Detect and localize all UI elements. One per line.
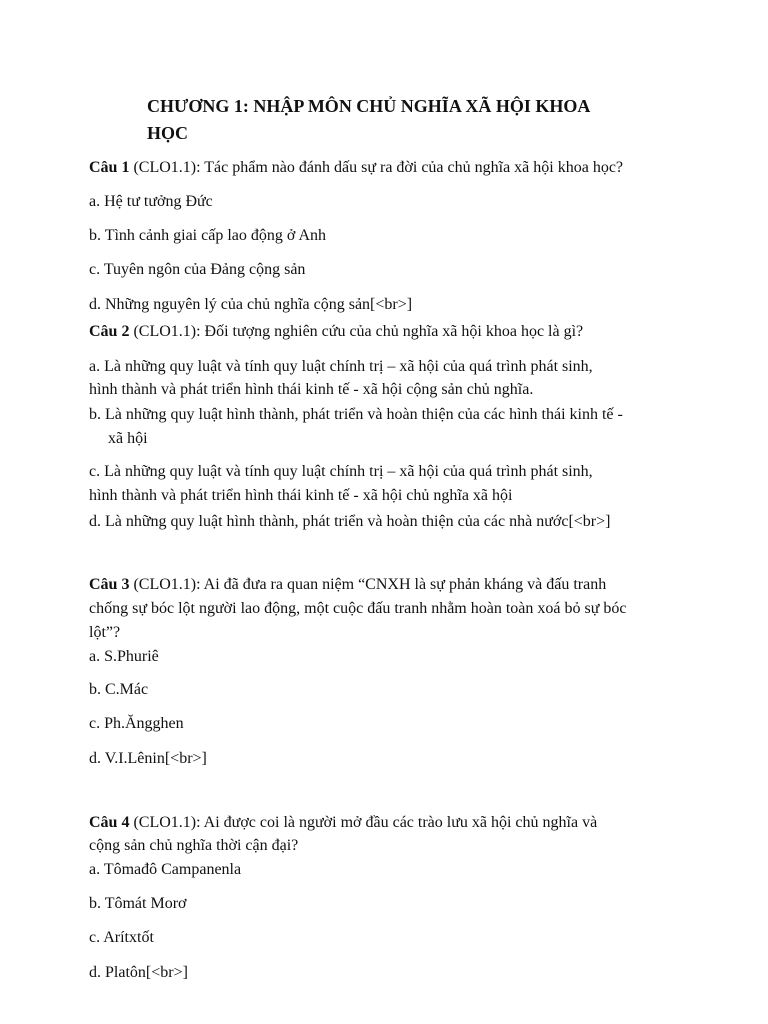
question-1-option-b: b. Tình cảnh giai cấp lao động ở Anh	[89, 227, 327, 244]
chapter-title-line-1: CHƯƠNG 1: NHẬP MÔN CHỦ NGHĨA XÃ HỘI KHOA	[147, 96, 591, 116]
question-2-option-a-line-1: a. Là những quy luật và tính quy luật chính trị – xã hội của quá trình phát sinh,	[89, 358, 593, 375]
question-2-option-b-line-1: b. Là những quy luật hình thành, phát triển và hoàn thiện của các hình thái kinh tế -	[89, 406, 623, 423]
question-3-label: Câu 3	[89, 576, 130, 593]
question-4-stem-line-2: cộng sản chủ nghĩa thời cận đại?	[89, 837, 299, 854]
question-2-option-b-line-2: xã hội	[108, 430, 148, 447]
question-4-label: Câu 4	[89, 814, 130, 831]
question-2-stem	[89, 322, 583, 342]
question-2-label: Câu 2	[89, 323, 130, 340]
question-1-label: Câu 1	[89, 159, 130, 176]
question-4-option-d: d. Platôn[<br>]	[89, 964, 188, 981]
question-3-stem-line-3: lột”?	[89, 624, 121, 641]
question-4-option-b: b. Tômát Morơ	[89, 895, 187, 912]
question-1-option-d: d. Những nguyên lý của chủ nghĩa cộng sản[<br>]	[89, 296, 413, 313]
question-3-stem-line-2: chống sự bóc lột người lao động, một cuộc đấu tranh nhằm hoàn toàn xoá bỏ sự bóc	[89, 600, 627, 617]
question-1-stem	[89, 158, 623, 178]
question-2-option-d: d. Là những quy luật hình thành, phát triển và hoàn thiện của các nhà nước[<br>]	[89, 513, 611, 530]
question-1-text: (CLO1.1): Tác phẩm nào đánh dấu sự ra đời của chủ nghĩa xã hội khoa học?	[129, 159, 624, 176]
question-1-option-a: a. Hệ tư tưởng Đức	[89, 193, 213, 210]
question-2-option-c-line-1: c. Là những quy luật và tính quy luật chính trị – xã hội của quá trình phát sinh,	[89, 463, 593, 480]
question-4-option-a: a. Tômađô Campanenla	[89, 861, 242, 878]
chapter-title-line-2: HỌC	[147, 123, 189, 143]
question-3-option-c: c. Ph.Ăngghen	[89, 715, 184, 732]
question-2-option-a-line-2: hình thành và phát triển hình thái kinh tế - xã hội cộng sản chủ nghĩa.	[89, 381, 534, 398]
question-4-option-c: c. Arítxtốt	[89, 929, 154, 946]
question-3-option-d: d. V.I.Lênin[<br>]	[89, 750, 207, 767]
question-3-stem-line-1	[89, 575, 606, 595]
question-3-option-b: b. C.Mác	[89, 681, 149, 698]
question-4-stem-line-1	[89, 813, 597, 833]
question-2-text: (CLO1.1): Đối tượng nghiên cứu của chủ nghĩa xã hội khoa học là gì?	[129, 323, 584, 340]
question-3-text: (CLO1.1): Ai đã đưa ra quan niệm “CNXH là sự phản kháng và đấu tranh	[129, 576, 607, 593]
question-3-option-a: a. S.Phuriê	[89, 648, 159, 665]
question-2-option-c-line-2: hình thành và phát triển hình thái kinh tế - xã hội chủ nghĩa xã hội	[89, 487, 513, 504]
question-1-option-c: c. Tuyên ngôn của Đảng cộng sản	[89, 261, 306, 278]
question-4-text: (CLO1.1): Ai được coi là người mở đầu các trào lưu xã hội chủ nghĩa và	[129, 814, 598, 831]
